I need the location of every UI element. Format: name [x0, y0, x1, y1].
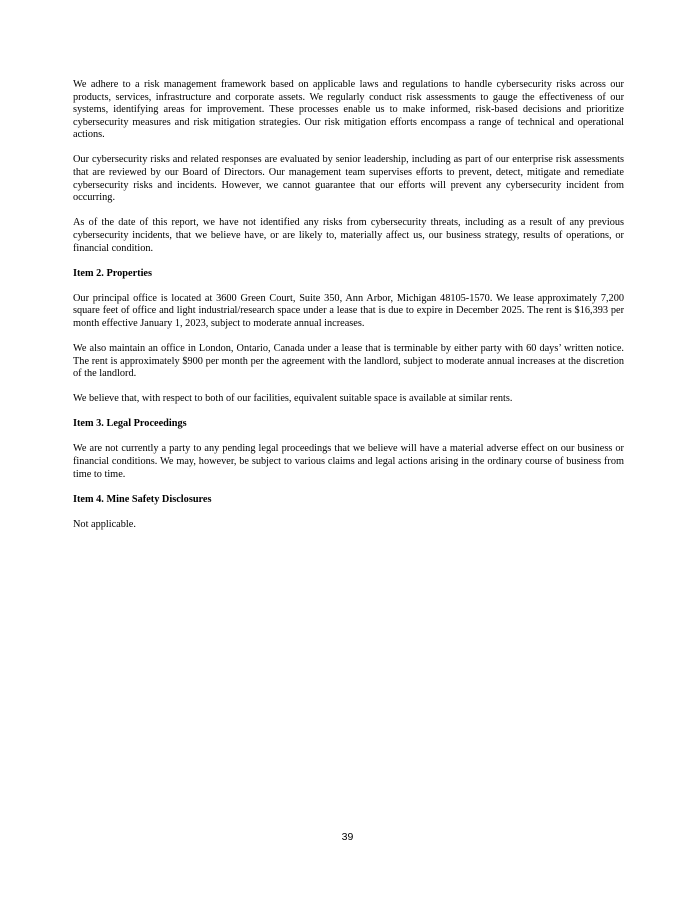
paragraph-legal-proceedings: We are not currently a party to any pending legal proceedings that we believe will have a material adverse effect on our business or financial conditions. We may, however, be subject to various claims and legal actions arising in the ordinary course of business from time to time. [73, 443, 624, 480]
document-body [73, 79, 624, 544]
paragraph-london-office: We also maintain an office in London, Ontario, Canada under a lease that is terminable by either party with 60 days’ written notice. The rent is approximately $900 per month per the agreement with the landlord, subject to moderate annual increases at the discretion of the landlord. [73, 343, 624, 380]
heading-item-4-mine-safety: Item 4. Mine Safety Disclosures [73, 493, 212, 505]
paragraph-facilities-space: We believe that, with respect to both of our facilities, equivalent suitable space is available at similar rents. [73, 393, 513, 405]
paragraph-not-applicable: Not applicable. [73, 518, 136, 530]
paragraph-risk-management-framework: We adhere to a risk management framework based on applicable laws and regulations to handle cybersecurity risks across our products, services, infrastructure and corporate assets. We regularly conduct risk assessments to gauge the effectiveness of our systems, identifying areas for improvement. These processes enable us to make informed, risk-based decisions and prioritize cybersecurity measures and risk mitigation strategies. Our risk mitigation efforts encompass a range of technical and operational actions. [73, 79, 624, 141]
heading-item-3-legal-proceedings: Item 3. Legal Proceedings [73, 418, 187, 430]
page-number: 39 [341, 831, 354, 843]
paragraph-principal-office: Our principal office is located at 3600 Green Court, Suite 350, Ann Arbor, Michigan 48105-1570. We lease approximately 7,200 square feet of office and light industrial/research space under a lease that is due to expire in December 2025. The rent is $16,393 per month effective January 1, 2023, subject to moderate annual increases. [73, 292, 624, 329]
paragraph-cyber-risk-evaluation: Our cybersecurity risks and related responses are evaluated by senior leadership, including as part of our enterprise risk assessments that are reviewed by our Board of Directors. Our management team supervises efforts to prevent, detect, mitigate and remediate cybersecurity risks and incidents. However, we cannot guarantee that our efforts will prevent any cybersecurity incident from occurring. [73, 154, 624, 204]
paragraph-no-identified-risks: As of the date of this report, we have not identified any risks from cybersecurity threats, including as a result of any previous cybersecurity incidents, that we believe have, or are likely to, materially affect us, our business strategy, results of operations, or financial condition. [73, 217, 624, 254]
heading-item-2-properties: Item 2. Properties [73, 267, 153, 279]
